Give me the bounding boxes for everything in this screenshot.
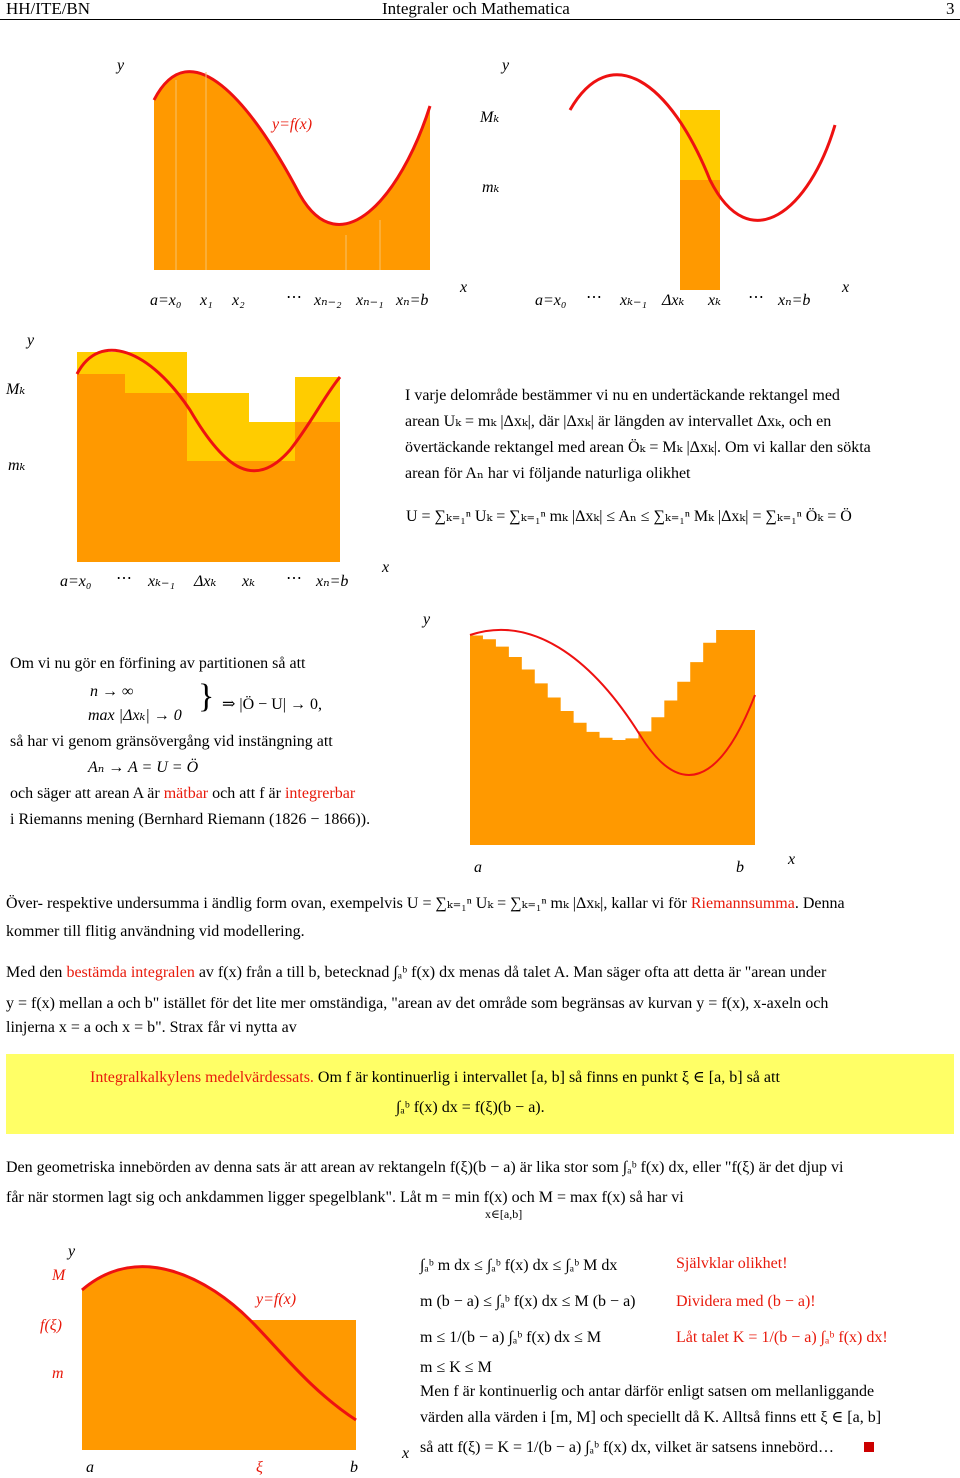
- tick-xn-2: xₙ₋₂: [314, 292, 342, 309]
- fig5-xi-label: ξ: [256, 1459, 263, 1476]
- deriv-l7: så att f(ξ) = K = 1/(b − a) ∫ₐᵇ f(x) dx, vilket är satsens innebörd…: [420, 1439, 835, 1456]
- tick-delta-xk: Δxₖ: [194, 573, 217, 590]
- fig4-a-label: a: [474, 859, 482, 876]
- fig4-b-label: b: [736, 859, 744, 876]
- fig5-y-label: y: [68, 1243, 76, 1260]
- tick-xk: xₖ: [242, 573, 255, 590]
- deriv-l5: Men f är kontinuerlig och antar därför enligt satsen om mellanliggande: [420, 1383, 875, 1400]
- para3-c: . Denna: [794, 895, 845, 912]
- deriv-l4: m ≤ K ≤ M: [420, 1359, 492, 1376]
- tick-xn-b: xₙ=b: [316, 573, 349, 590]
- fig3-m-label: mₖ: [8, 457, 26, 474]
- qed-square: [864, 1442, 874, 1452]
- fig5-fxi-label: f(ξ): [40, 1317, 62, 1334]
- tick-delta-xk: Δxₖ: [662, 292, 685, 309]
- tick-xn-b: xₙ=b: [396, 292, 429, 309]
- para4-c: av f(x) från a till b, betecknad ∫ₐᵇ f(x) dx menas då talet A. Man säger ofta att detta är "arean under: [194, 964, 827, 981]
- tick-xk: xₖ: [708, 292, 721, 309]
- para2-line4: Aₙ → A = U = Ö: [88, 759, 199, 776]
- para2-result: ⇒ |Ö − U| → 0,: [222, 696, 322, 713]
- term-integrerbar: integrerbar: [284, 785, 356, 802]
- theorem-box: [6, 1054, 954, 1134]
- para4-line3: linjerna x = a och x = b". Strax får vi nytta av: [6, 1019, 297, 1036]
- para3-a: Över- respektive undersumma i ändlig form ovan, exempelvis U = ∑ₖ₌₁ⁿ Uₖ = ∑ₖ₌₁ⁿ mₖ |Δxₖ|, kallar vi för: [6, 895, 691, 912]
- brace: }: [198, 678, 215, 715]
- para2-cond1: n → ∞: [90, 683, 134, 700]
- fig1-func-label: y=f(x): [272, 116, 313, 133]
- area-under-curve: [154, 72, 430, 270]
- para5-sub: x∈[a,b]: [485, 1207, 523, 1221]
- figure-curve: [130, 50, 480, 310]
- para2-line3: så har vi genom gränsövergång vid instängning att: [10, 733, 333, 750]
- para2-line5: [10, 786, 355, 802]
- para2-intro: Om vi nu gör en förfining av partitionen så att: [10, 655, 306, 672]
- tick-dots: ⋯: [586, 289, 602, 306]
- tick-xk-1: xₖ₋₁: [620, 292, 647, 309]
- para3-line1: [6, 896, 845, 912]
- deriv-l3-note: Låt talet K = 1/(b − a) ∫ₐᵇ f(x) dx!: [676, 1329, 888, 1346]
- term-matbar: mätbar: [163, 785, 209, 802]
- para2-line5-c: och att f är: [208, 785, 285, 802]
- fig1-x-label: x: [460, 279, 468, 296]
- tick-xn-b: xₙ=b: [778, 292, 811, 309]
- deriv-l2-note: Dividera med (b − a)!: [676, 1293, 816, 1310]
- para2-line6: i Riemanns mening (Bernhard Riemann (1826 − 1866)).: [10, 811, 371, 828]
- fig5-a-label: a: [86, 1459, 94, 1476]
- tick-x1: x₁: [200, 292, 213, 309]
- header-rule: [0, 19, 960, 20]
- fig2-M-label: Mₖ: [480, 109, 500, 126]
- para4-line2: y = f(x) mellan a och b" istället för det lite mer omständiga, "arean av det område som begränsas av kurvan y = f(x), x-axeln och: [6, 995, 829, 1012]
- theorem-title: Integralkalkylens medelvärdessats.: [90, 1069, 314, 1086]
- inequality-sum: U = ∑ₖ₌₁ⁿ Uₖ = ∑ₖ₌₁ⁿ mₖ |Δxₖ| ≤ Aₙ ≤ ∑ₖ₌₁ⁿ Mₖ |Δxₖ| = ∑ₖ₌₁ⁿ Öₖ = Ö: [406, 508, 852, 525]
- para5-line2: får när stormen lagt sig och ankdammen ligger spegelblank". Låt m = min f(x) och M = max f(x) så har vi: [6, 1189, 684, 1206]
- term-riemannsumma: Riemannsumma: [690, 895, 795, 912]
- fig4-x-label: x: [788, 851, 796, 868]
- tick-dots-2: ⋯: [286, 570, 302, 587]
- tick-a-x0: a=x₀: [535, 292, 567, 309]
- tick-dots: ⋯: [286, 289, 302, 306]
- fig5-func-label: y=f(x): [256, 1291, 297, 1308]
- tick-dots: ⋯: [116, 570, 132, 587]
- theorem-formula: ∫ₐᵇ f(x) dx = f(ξ)(b − a).: [396, 1099, 545, 1116]
- fig5-b-label: b: [350, 1459, 358, 1476]
- header-left: HH/ITE/BN: [6, 0, 91, 18]
- paragraph-rectangles: I varje delområde bestämmer vi nu en undertäckande rektangel med arean Uₖ = mₖ |Δxₖ|, där |Δxₖ| är längden av intervallet Δxₖ, och en övertäckande rektangel med arean Öₖ = Mₖ |Δxₖ|. Om vi kallar den sökta arean för Aₙ har vi följande naturliga olikhet: [405, 387, 871, 482]
- tick-xk-1: xₖ₋₁: [148, 573, 175, 590]
- fig5-M-label: M: [52, 1267, 66, 1284]
- fig1-y-label: y: [117, 57, 125, 74]
- tick-dots-2: ⋯: [748, 289, 764, 306]
- fig3-y-label: y: [27, 332, 35, 349]
- figure-fine-partition: [440, 625, 820, 855]
- para5-line1: Den geometriska innebörden av denna sats är att arean av rektangeln f(ξ)(b − a) är lika stor som ∫ₐᵇ f(x) dx, eller "f(ξ) är det djup vi: [6, 1159, 844, 1176]
- fig3-M-label: Mₖ: [6, 381, 26, 398]
- fig5-x-label: x: [402, 1445, 410, 1462]
- para2-line5-a: och säger att arean A är: [10, 785, 164, 802]
- deriv-l6: värden alla värden i [m, M] och speciellt då K. Alltså finns ett ξ ∈ [a, b]: [420, 1409, 882, 1426]
- tick-a-x0: a=x₀: [60, 573, 92, 590]
- header-title: Integraler och Mathematica: [382, 0, 570, 18]
- deriv-l2: m (b − a) ≤ ∫ₐᵇ f(x) dx ≤ M (b − a): [420, 1293, 636, 1310]
- theorem-line1: [90, 1070, 780, 1086]
- figure-single-strip: [560, 70, 880, 300]
- staircase-area: [470, 630, 755, 845]
- tick-a-x0: a=x₀: [150, 292, 182, 309]
- fig5-m-label: m: [52, 1365, 64, 1382]
- fig3-x-label: x: [382, 559, 390, 576]
- deriv-l1: ∫ₐᵇ m dx ≤ ∫ₐᵇ f(x) dx ≤ ∫ₐᵇ M dx: [420, 1257, 618, 1274]
- fig2-x-label: x: [842, 279, 850, 296]
- page-number: 3: [946, 0, 955, 18]
- para3-line2: kommer till flitig användning vid modellering.: [6, 923, 305, 940]
- theorem-text: Om f är kontinuerlig i intervallet [a, b] så finns en punkt ξ ∈ [a, b] så att: [313, 1069, 780, 1086]
- deriv-l3: m ≤ 1/(b − a) ∫ₐᵇ f(x) dx ≤ M: [420, 1329, 602, 1346]
- tick-x2: x₂: [232, 292, 245, 309]
- figure-mean-value: [60, 1260, 410, 1470]
- deriv-l1-note: Självklar olikhet!: [676, 1255, 788, 1272]
- para4-a: Med den: [6, 964, 67, 981]
- term-bestamda-integralen: bestämda integralen: [66, 964, 195, 981]
- fig4-y-label: y: [423, 611, 431, 628]
- tick-xn-1: xₙ₋₁: [356, 292, 384, 309]
- fig2-m-label: mₖ: [482, 179, 500, 196]
- para2-cond2: max |Δxₖ| → 0: [88, 707, 182, 724]
- lower-rectangle: [680, 180, 720, 290]
- fig2-y-label: y: [502, 57, 510, 74]
- figure-riemann-rectangles: [40, 340, 390, 570]
- para4-line1: [6, 965, 826, 981]
